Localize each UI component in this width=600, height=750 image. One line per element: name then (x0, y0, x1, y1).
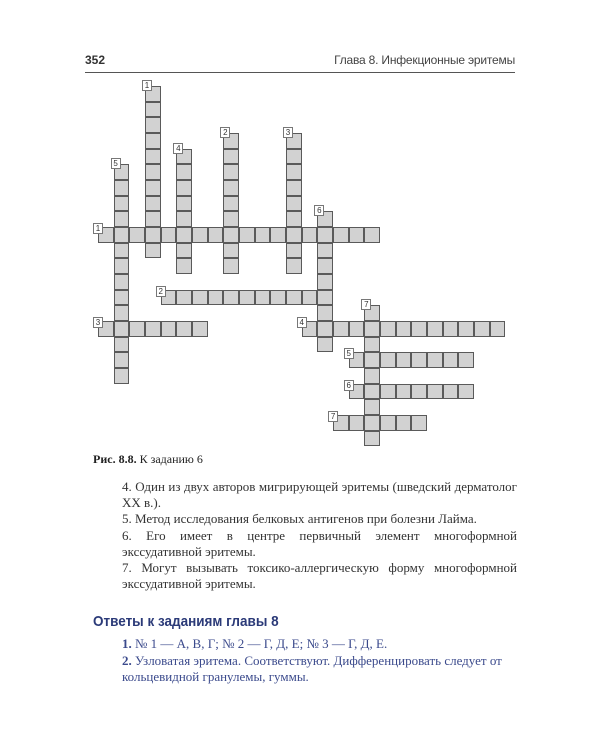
crossword-cell[interactable] (270, 227, 286, 243)
clue-4: 4. Один из двух авторов мигрирующей эритемы (шведский дерматолог XX в.). (122, 479, 517, 511)
crossword-cell[interactable] (114, 227, 130, 243)
clue-number-down-1: 1 (142, 80, 152, 91)
crossword-cell[interactable] (114, 290, 130, 306)
crossword-cell[interactable] (302, 290, 318, 306)
crossword-cell[interactable] (208, 290, 224, 306)
crossword-cell[interactable] (223, 164, 239, 180)
crossword-cell[interactable] (364, 399, 380, 415)
crossword-cell[interactable] (114, 352, 130, 368)
clue-number-across-7: 7 (328, 411, 338, 422)
crossword-cell[interactable] (176, 227, 192, 243)
crossword-cell[interactable] (255, 290, 271, 306)
crossword-cell[interactable] (114, 196, 130, 212)
caption-label: Рис. 8.8. (93, 452, 137, 466)
crossword-cell[interactable] (380, 384, 396, 400)
crossword-cell[interactable] (114, 180, 130, 196)
crossword-cell[interactable] (192, 321, 208, 337)
clue-number-down-5: 5 (111, 158, 121, 169)
crossword-cell[interactable] (145, 149, 161, 165)
crossword-cell[interactable] (129, 321, 145, 337)
clue-number-across-4: 4 (297, 317, 307, 328)
crossword-cell[interactable] (223, 211, 239, 227)
running-title: Глава 8. Инфекционные эритемы (334, 53, 515, 67)
clue-6: 6. Его имеет в центре первичный элемент многоформной экссудативной эритемы. (122, 527, 517, 559)
crossword-cell[interactable] (286, 211, 302, 227)
crossword-cell[interactable] (458, 384, 474, 400)
crossword-cell[interactable] (349, 227, 365, 243)
crossword-cell[interactable] (364, 384, 380, 400)
crossword-cell[interactable] (208, 227, 224, 243)
crossword-cell[interactable] (380, 415, 396, 431)
crossword-cell[interactable] (114, 305, 130, 321)
clue-number-down-2: 2 (220, 127, 230, 138)
crossword-cell[interactable] (176, 243, 192, 259)
crossword-cell[interactable] (317, 274, 333, 290)
crossword-cell[interactable] (114, 243, 130, 259)
crossword-cell[interactable] (114, 258, 130, 274)
caption-text: К заданию 6 (136, 452, 203, 466)
crossword-cell[interactable] (317, 258, 333, 274)
answer-text: № 1 — А, В, Г; № 2 — Г, Д, Е; № 3 — Г, Д, Е. (131, 636, 388, 651)
crossword-cell[interactable] (145, 133, 161, 149)
answer-item-2 (122, 653, 517, 686)
crossword-cell[interactable] (302, 227, 318, 243)
crossword-cell[interactable] (458, 352, 474, 368)
crossword-cell[interactable] (145, 117, 161, 133)
crossword-cell[interactable] (396, 321, 412, 337)
crossword-cell[interactable] (176, 196, 192, 212)
crossword-cell[interactable] (427, 321, 443, 337)
crossword-cell[interactable] (192, 290, 208, 306)
crossword-cell[interactable] (411, 384, 427, 400)
crossword-cell[interactable] (286, 180, 302, 196)
crossword-cell[interactable] (458, 321, 474, 337)
crossword-cell[interactable] (474, 321, 490, 337)
crossword-cell[interactable] (114, 368, 130, 384)
page-number: 352 (85, 53, 106, 67)
crossword-cell[interactable] (270, 290, 286, 306)
crossword-cell[interactable] (176, 164, 192, 180)
clue-number-down-4: 4 (173, 143, 183, 154)
crossword-cell[interactable] (145, 211, 161, 227)
crossword-cell[interactable] (192, 227, 208, 243)
crossword-cell[interactable] (333, 227, 349, 243)
crossword-cell[interactable] (411, 321, 427, 337)
crossword-cell[interactable] (364, 368, 380, 384)
crossword-cell[interactable] (427, 352, 443, 368)
crossword-cell[interactable] (364, 415, 380, 431)
crossword-cell[interactable] (223, 196, 239, 212)
crossword-cell[interactable] (145, 321, 161, 337)
crossword-cell[interactable] (349, 321, 365, 337)
clue-5: 5. Метод исследования белковых антигенов при болезни Лайма. (122, 511, 477, 527)
crossword-cell[interactable] (286, 290, 302, 306)
crossword-cell[interactable] (364, 352, 380, 368)
answer-number: 1. (122, 636, 132, 651)
crossword-cell[interactable] (223, 180, 239, 196)
crossword-cell[interactable] (223, 149, 239, 165)
crossword-cell[interactable] (223, 243, 239, 259)
clue-number-down-6: 6 (314, 205, 324, 216)
clue-7: 7. Могут вызывать токсико-аллергическую форму многоформной экссудативной эритемы. (122, 560, 517, 592)
answers-heading: Ответы к заданиям главы 8 (93, 613, 279, 630)
figure-caption (93, 452, 203, 467)
crossword-cell[interactable] (223, 258, 239, 274)
crossword-cell[interactable] (396, 352, 412, 368)
crossword-cell[interactable] (317, 337, 333, 353)
crossword-cell[interactable] (286, 196, 302, 212)
answer-item-1 (122, 636, 517, 653)
crossword-cell[interactable] (176, 321, 192, 337)
clue-number-down-3: 3 (283, 127, 293, 138)
crossword-cell[interactable] (317, 290, 333, 306)
answers-list (122, 636, 517, 686)
clue-number-across-6: 6 (344, 380, 354, 391)
crossword-cell[interactable] (317, 243, 333, 259)
crossword-cell[interactable] (114, 211, 130, 227)
crossword-cell[interactable] (176, 290, 192, 306)
crossword-cell[interactable] (333, 321, 349, 337)
crossword-cell[interactable] (286, 164, 302, 180)
crossword-cell[interactable] (145, 102, 161, 118)
crossword-cell[interactable] (349, 415, 365, 431)
crossword-cell[interactable] (364, 227, 380, 243)
crossword-cell[interactable] (443, 352, 459, 368)
clue-number-across-2: 2 (156, 286, 166, 297)
crossword-cell[interactable] (239, 227, 255, 243)
crossword-cell[interactable] (161, 227, 177, 243)
crossword-cell[interactable] (427, 384, 443, 400)
crossword-cell[interactable] (145, 243, 161, 259)
crossword-cell[interactable] (286, 243, 302, 259)
crossword-cell[interactable] (255, 227, 271, 243)
clue-number-across-5: 5 (344, 348, 354, 359)
crossword-cell[interactable] (286, 258, 302, 274)
crossword-cell[interactable] (396, 384, 412, 400)
crossword-cell[interactable] (145, 180, 161, 196)
crossword-cell[interactable] (317, 321, 333, 337)
crossword-cell[interactable] (286, 227, 302, 243)
crossword-cell[interactable] (380, 321, 396, 337)
answer-text: Узловатая эритема. Соответствуют. Дифференцировать следует от кольцевидной гранулемы, гуммы. (122, 652, 502, 684)
crossword-cell[interactable] (161, 321, 177, 337)
crossword-cell[interactable] (239, 290, 255, 306)
crossword-cell[interactable] (364, 431, 380, 447)
crossword-cell[interactable] (380, 352, 396, 368)
crossword-cell[interactable] (176, 258, 192, 274)
crossword-cell[interactable] (129, 227, 145, 243)
crossword-cell[interactable] (176, 211, 192, 227)
crossword-cell[interactable] (145, 164, 161, 180)
clue-number-across-3: 3 (93, 317, 103, 328)
crossword-cell[interactable] (114, 274, 130, 290)
crossword-cell[interactable] (145, 196, 161, 212)
answer-number: 2. (122, 652, 132, 668)
crossword-cell[interactable] (443, 321, 459, 337)
clue-number-down-7: 7 (361, 299, 371, 310)
crossword-cell[interactable] (145, 227, 161, 243)
crossword-cell[interactable] (223, 290, 239, 306)
crossword-cell[interactable] (396, 415, 412, 431)
crossword-cell[interactable] (286, 149, 302, 165)
crossword-cell[interactable] (114, 337, 130, 353)
crossword-cell[interactable] (364, 321, 380, 337)
crossword-cell[interactable] (176, 180, 192, 196)
crossword-cell[interactable] (223, 227, 239, 243)
crossword-cell[interactable] (317, 305, 333, 321)
crossword-cell[interactable] (317, 227, 333, 243)
clue-number-across-1: 1 (93, 223, 103, 234)
crossword-cell[interactable] (443, 384, 459, 400)
clue-list (122, 479, 517, 592)
crossword-cell[interactable] (411, 352, 427, 368)
crossword-cell[interactable] (411, 415, 427, 431)
crossword-cell[interactable] (490, 321, 506, 337)
crossword-cell[interactable] (364, 337, 380, 353)
crossword-cell[interactable] (114, 321, 130, 337)
